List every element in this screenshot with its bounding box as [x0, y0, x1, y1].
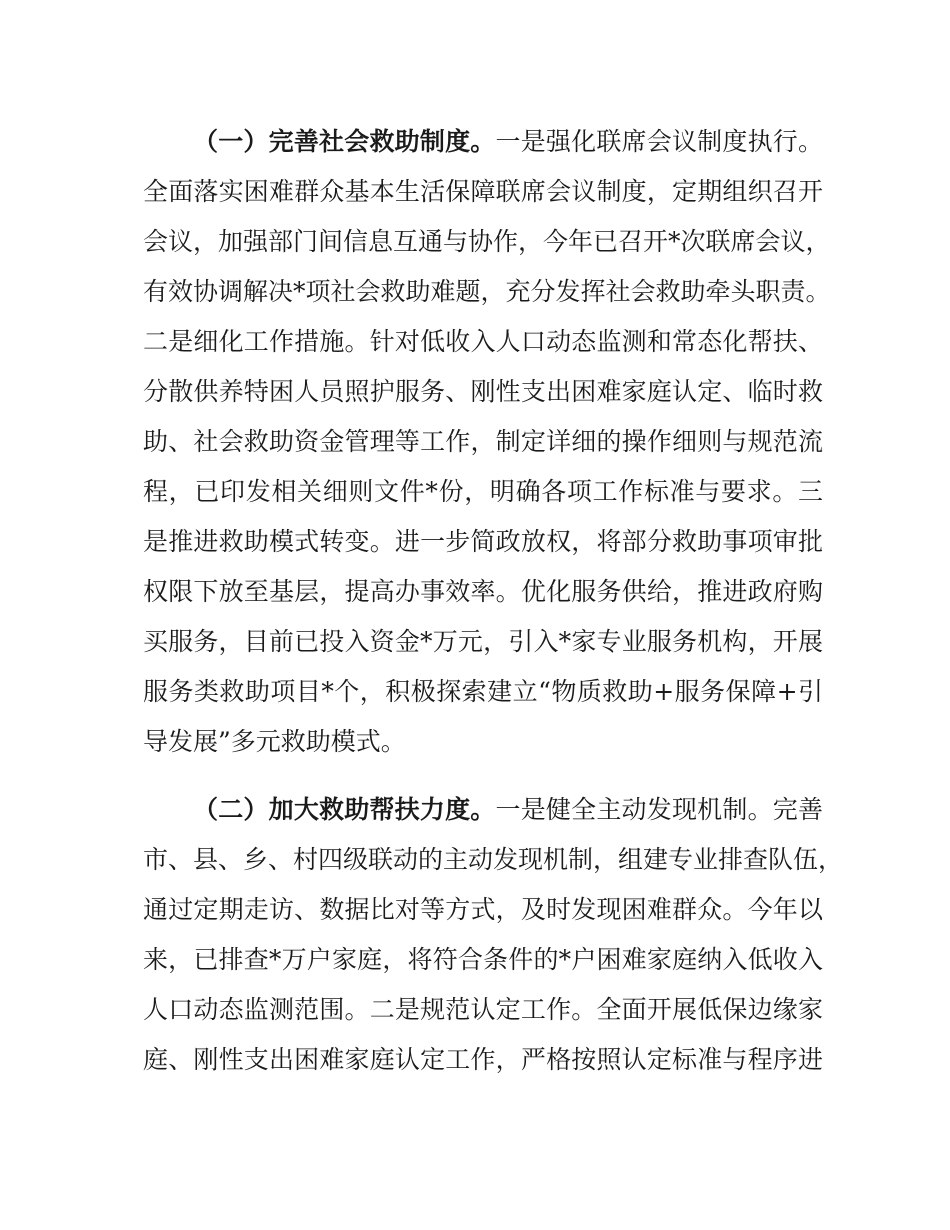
section1-line-8: 程，已印发相关细则文件*份，明确各项工作标准与要求。三: [143, 477, 823, 506]
section1-line-9: 是推进救助模式转变。进一步简政放权，将部分救助事项审批: [143, 527, 823, 556]
section2-line-3: 通过定期走访、数据比对等方式，及时发现困难群众。今年以: [143, 895, 823, 924]
section1-line-5: 二是细化工作措施。针对低收入人口动态监测和常态化帮扶、: [143, 327, 823, 356]
section1-line-4: 有效协调解决*项社会救助难题，充分发挥社会救助牵头职责。: [143, 277, 831, 306]
section1-line-6: 分散供养特困人员照护服务、刚性支出困难家庭认定、临时救: [143, 377, 823, 406]
section2-line-4: 来，已排查*万户家庭，将符合条件的*户困难家庭纳入低收入: [143, 945, 823, 974]
section1-heading: （一）完善社会救助制度。: [193, 127, 496, 156]
section1-line-2: 全面落实困难群众基本生活保障联席会议制度，定期组织召开: [143, 177, 823, 206]
section1-line-11: 买服务，目前已投入资金*万元，引入*家专业服务机构，开展: [143, 627, 823, 656]
section1-line-12: 服务类救助项目*个，积极探索建立“物质救助+服务保障+引: [143, 677, 823, 706]
section1-line-10: 权限下放至基层，提高办事效率。优化服务供给，推进政府购: [143, 577, 823, 606]
section1-line-13: 导发展”多元救助模式。: [143, 727, 406, 756]
section2-line-1: [193, 790, 823, 830]
section1-line-7: 助、社会救助资金管理等工作，制定详细的操作细则与规范流: [143, 427, 823, 456]
section1-line-3: 会议，加强部门间信息互通与协作，今年已召开*次联席会议，: [143, 227, 831, 256]
section2-heading: （二）加大救助帮扶力度。: [193, 795, 496, 824]
section1-text-1: 一是强化联席会议制度执行。: [495, 127, 823, 156]
section2-line-2: 市、县、乡、村四级联动的主动发现机制，组建专业排查队伍，: [143, 845, 844, 874]
section2-line-6: 庭、刚性支出困难家庭认定工作，严格按照认定标准与程序进: [143, 1045, 823, 1074]
section2-line-5: 人口动态监测范围。二是规范认定工作。全面开展低保边缘家: [143, 995, 823, 1024]
section1-line-1: [193, 122, 823, 162]
section2-text-1: 一是健全主动发现机制。完善: [495, 795, 823, 824]
